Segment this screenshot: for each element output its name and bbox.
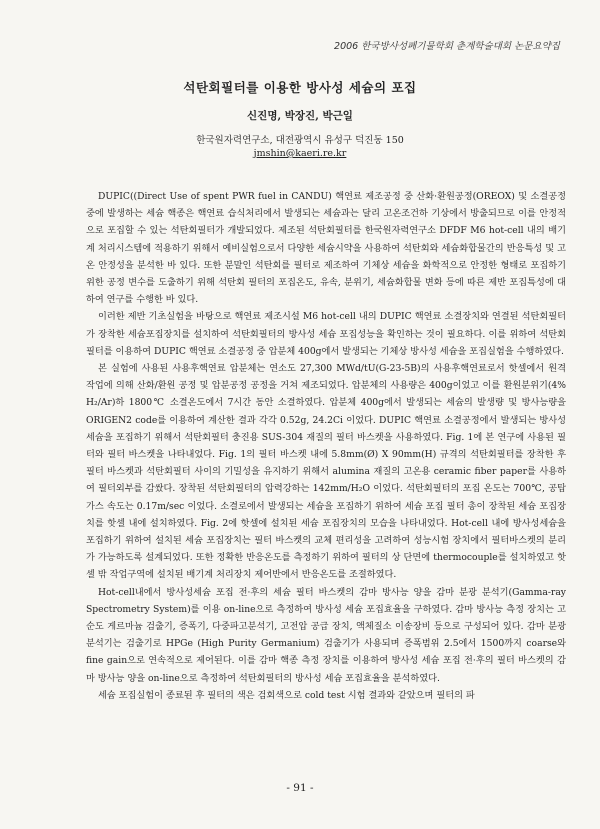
body-text [86,188,566,704]
paragraph: DUPIC((Direct Use of spent PWR fuel in CANDU) 핵연료 제조공정 중 산화·환원공정(OREOX) 및 소결공정 중에 발생하는 세슘 핵종은 핵연료 습식처리에서 발생되는 세슘과는 달리 고온조건하 기상에서 방출되므로 이를 안정적으로 포집할 수 있는 석탄회필터가 개발되었다. 제조된 석탄회필터를 한국원자력연구소 DFDF M6 hot-cell 내의 배기계 처리시스템에 적용하기 위해서 예비실험으로서 다양한 세슘시약을 사용하여 석탄회와 세슘화합물간의 반응특성 및 고온 안정성을 분석한 바 있다. 또한 분말인 석탄회를 필터로 제조하여 기체상 세슘을 화학적으로 안정한 형태로 포집하기 위한 공정 변수를 도출하기 위해 석탄회 필터의 포집온도, 유속, 분위기, 세슘화합물 변화 등에 따른 제반 포집특성에 대하여 연구를 수행한 바 있다. [86,191,566,306]
paragraph: Hot-cell내에서 방사성세슘 포집 전·후의 세슘 필터 바스켓의 감마 방사능 양을 감마 분광 분석기(Gamma-ray Spectrometry System)를 이용 on-line으로 측정하여 방사성 세슘 포집효율을 구하였다. 감마 방사능 측정 장치는 고순도 게르마늄 검출기, 증폭기, 다중파고분석기, 고전압 공급 장치, 액체질소 이송장비 등으로 구성되어 있다. 감마 분광 분석기는 검출기로 HPGe (High Purity Germanium) 검출기가 사용되며 증폭범위 2.5에서 1500까지 coarse와 fine gain으로 연속적으로 제어된다. 이를 감마 핵종 측정 장치를 이용하여 방사성 세슘 포집 전·후의 필터 바스켓의 감마 방사능 양을 on-line으로 측정하여 석탄회필터의 방사성 세슘 포집효율을 분석하였다. [86,586,566,684]
paper-title: 석탄회필터를 이용한 방사성 세슘의 포집 [183,80,417,95]
author-list: 신진명, 박장진, 박근일 [247,110,353,122]
affiliation: 한국원자력연구소, 대전광역시 유성구 덕진동 150 [196,135,404,146]
paragraph: 본 실험에 사용된 사용후핵연료 압분체는 연소도 27,300 MWd/tU(G-23-5B)의 사용후핵연료로서 핫셀에서 원격 작업에 의해 산화/환원 공정 및 압분공정 공정을 거쳐 제조되었다. 압분체의 사용량은 400g이었고 이를 환원분위기(4% H₂/Ar)하 1800℃ 소결온도에서 7시간 동안 소결하였다. 압분체 400g에서 발생되는 세슘의 발생량 및 방사능량을 ORIGEN2 code를 이용하여 계산한 결과 각각 0.52g, 24.2Ci 이었다. DUPIC 핵연료 소결공정에서 발생되는 방사성 세슘을 포집하기 위해서 석탄회필터 충진용 SUS-304 재질의 필터 바스켓을 사용하였다. Fig. 1에 본 연구에 사용된 필터와 필터 바스켓을 나타내었다. Fig. 1의 필터 바스켓 내에 5.8mm(Ø) X 90mm(H) 규격의 석탄회필터를 장착한 후 필터 바스켓과 석탄회필터 사이의 기밀성을 유지하기 위해서 alumina 재질의 고온용 ceramic fiber paper를 사용하여 필터외부를 감쌌다. 장착된 석탄회필터의 압력강하는 142mm/H₂O 이었다. 석탄회필터의 포집 온도는 700℃, 공탑 가스 속도는 0.17m/sec 이었다. 소결로에서 발생되는 세슘을 포집하기 위하여 세슘 포집 필터 총이 장착된 세슘 포집장치를 핫셀 내에 설치하였다. Fig. 2에 핫셀에 설치된 세슘 포집장치의 모습을 나타내었다. Hot-cell 내에 방사성세슘을 포집하기 위하여 설치된 세슘 포집장치는 필터 바스켓의 교체 편리성을 고려하여 성능시험 장치에서 필터바스켓의 분리가 가능하도록 설계되었다. 또한 정확한 반응온도를 측정하기 위하여 필터의 상 단면에 thermocouple를 설치하였고 핫셀 밖 작업구역에 설치된 배기계 처리장치 제어반에서 반응온도를 조절하였다. [86,363,566,581]
paragraph: 이러한 제반 기초실험을 바탕으로 핵연료 제조시설 M6 hot-cell 내의 DUPIC 핵연료 소결장치와 연결된 석탄회필터가 장착한 세슘포집장치를 설치하여 석탄회필터의 방사성 세슘 포집성능을 확인하는 것이 필요하다. 이를 위하여 석탄회필터를 이용하여 DUPIC 핵연료 소결공정 중 압분체 400g에서 발생되는 기체상 방사성 세슘을 포집실험을 수행하였다. [86,311,566,357]
paragraph: 세슘 포집실험이 종료된 후 필터의 색은 검회색으로 cold test 시험 결과와 같았으며 필터의 파 [98,689,475,701]
page-number: - 91 - [286,782,314,794]
running-header: 2006 한국방사성폐기물학회 춘계학술대회 논문요약집 [334,41,560,52]
author-email: jmshin@kaeri.re.kr [253,148,347,159]
